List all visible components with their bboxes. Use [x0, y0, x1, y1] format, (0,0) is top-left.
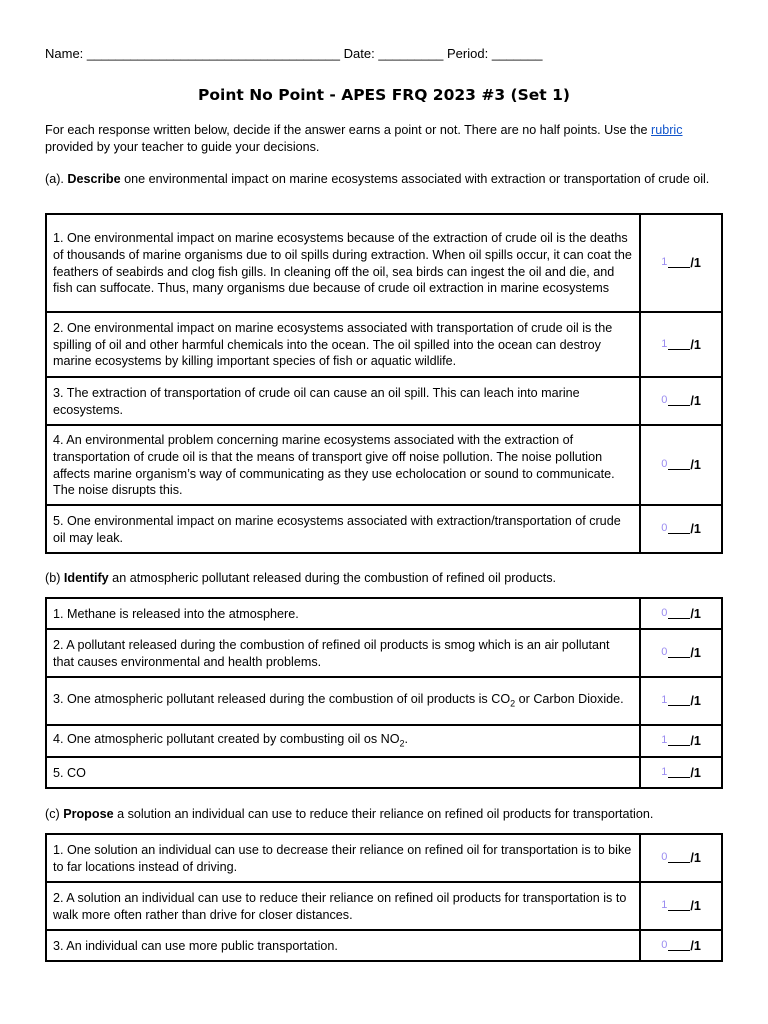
section-a-table	[45, 213, 723, 554]
score-mark: 0	[661, 606, 668, 619]
section-letter: (c)	[45, 807, 60, 821]
score-blank[interactable]	[668, 734, 690, 746]
period-field[interactable]: _______	[491, 46, 543, 61]
table-row	[46, 882, 722, 930]
score-blank[interactable]	[668, 939, 690, 951]
prompt-text: an atmospheric pollutant released during the combustion of refined oil products.	[108, 571, 557, 585]
score-blank[interactable]	[668, 458, 690, 470]
score-blank[interactable]	[668, 338, 690, 350]
response-text-part: .	[404, 732, 409, 746]
score-denominator: /1	[690, 765, 701, 780]
section-c-table	[45, 833, 723, 962]
task-verb: Identify	[63, 571, 109, 585]
instructions-text-end: provided by your teacher to guide your decisions.	[45, 140, 320, 154]
response-text-part: 3. One atmospheric pollutant released during the combustion of oil products is CO	[53, 691, 511, 706]
student-info-line	[45, 46, 542, 61]
section-c-prompt	[45, 806, 723, 823]
score-blank[interactable]	[668, 899, 690, 911]
score-mark: 1	[661, 256, 668, 269]
score-cell[interactable]	[640, 505, 722, 553]
section-letter: (a).	[45, 172, 64, 186]
response-text: 2. A solution an individual can use to reduce their reliance on refined oil products for transportation is to walk more often rather than drive for closer distances.	[46, 882, 640, 930]
score-cell[interactable]	[640, 312, 722, 377]
score-mark: 0	[661, 458, 668, 471]
prompt-text: one environmental impact on marine ecosystems associated with extraction or transportation of crude oil.	[120, 172, 710, 186]
response-text: 4. An environmental problem concerning marine ecosystems associated with the extraction of transportation of crude oil is that the means of transport give off noise pollution. The noise pollution affects marine organism’s way of communicating as they use echolocation or sound to communicate. The noise disrupts this.	[46, 425, 640, 505]
score-mark: 0	[661, 646, 668, 659]
date-field[interactable]: _________	[378, 46, 444, 61]
score-blank[interactable]	[668, 522, 690, 534]
table-row	[46, 725, 722, 757]
response-text: 1. One solution an individual can use to decrease their reliance on refined oil for transportation is to bike to far locations instead of driving.	[46, 834, 640, 882]
response-text: 5. CO	[46, 757, 640, 788]
task-verb: Propose	[63, 807, 114, 821]
response-text-part: 4. One atmospheric pollutant created by combusting oil os NO	[53, 732, 400, 746]
score-denominator: /1	[690, 899, 701, 914]
response-text	[46, 677, 640, 725]
score-cell[interactable]	[640, 598, 722, 629]
table-row	[46, 505, 722, 553]
score-cell[interactable]	[640, 629, 722, 677]
section-b-prompt	[45, 570, 723, 587]
score-denominator: /1	[690, 337, 701, 352]
score-cell[interactable]	[640, 930, 722, 961]
task-verb: Describe	[67, 172, 121, 186]
instructions	[45, 122, 723, 156]
score-mark: 1	[661, 694, 668, 707]
response-text: 2. A pollutant released during the combustion of refined oil products is smog which is an air pollutant that causes environmental and health problems.	[46, 629, 640, 677]
table-row	[46, 377, 722, 425]
section-a-prompt	[45, 171, 723, 188]
response-text: 3. The extraction of transportation of crude oil can cause an oil spill. This can leach into marine ecosystems.	[46, 377, 640, 425]
page-title: Point No Point - APES FRQ 2023 #3 (Set 1)	[198, 86, 570, 104]
score-denominator: /1	[690, 694, 701, 709]
response-text: 3. An individual can use more public transportation.	[46, 930, 640, 961]
response-text: 1. One environmental impact on marine ecosystems because of the extraction of crude oil is the deaths of thousands of marine organisms due to oil spills during extraction. When oil spills occur, it can coat the feathers of seabirds and clog fish gills. In cleaning off the oil, sea birds can ingest the oil and die, and fish can suffocate. Thus, many organisms due because of crude oil extraction in marine ecosystems	[46, 214, 640, 312]
score-denominator: /1	[690, 851, 701, 866]
score-cell[interactable]	[640, 377, 722, 425]
score-mark: 1	[661, 899, 668, 912]
score-mark: 1	[661, 337, 668, 350]
response-text: 2. One environmental impact on marine ecosystems associated with transportation of crude oil is the spilling of oil and other harmful chemicals into the ocean. The oil spilled into the ocean can destroy marine ecosystems by killing important species of fish or aquatic wildlife.	[46, 312, 640, 377]
score-denominator: /1	[690, 606, 701, 621]
response-text	[46, 725, 640, 757]
score-cell[interactable]	[640, 425, 722, 505]
response-text: 1. Methane is released into the atmosphere.	[46, 598, 640, 629]
table-row	[46, 312, 722, 377]
score-blank[interactable]	[668, 607, 690, 619]
subscript: 2	[399, 738, 405, 749]
score-denominator: /1	[690, 522, 701, 537]
section-letter: (b)	[45, 571, 61, 585]
instructions-text: For each response written below, decide if the answer earns a point or not. There are no half points. Use the	[45, 123, 652, 137]
table-row	[46, 214, 722, 312]
score-denominator: /1	[690, 394, 701, 409]
score-mark: 0	[661, 522, 668, 535]
response-text-part: or Carbon Dioxide.	[515, 691, 624, 706]
score-blank[interactable]	[668, 646, 690, 658]
score-cell[interactable]	[640, 757, 722, 788]
table-row	[46, 930, 722, 961]
score-denominator: /1	[690, 458, 701, 473]
score-cell[interactable]	[640, 214, 722, 312]
score-denominator: /1	[690, 256, 701, 271]
score-cell[interactable]	[640, 677, 722, 725]
score-cell[interactable]	[640, 725, 722, 757]
score-denominator: /1	[690, 646, 701, 661]
score-denominator: /1	[690, 734, 701, 749]
score-blank[interactable]	[668, 766, 690, 778]
score-blank[interactable]	[668, 394, 690, 406]
table-row	[46, 629, 722, 677]
score-denominator: /1	[690, 938, 701, 953]
score-cell[interactable]	[640, 882, 722, 930]
period-label: Period:	[447, 46, 489, 61]
prompt-text: a solution an individual can use to reduce their reliance on refined oil products for transportation.	[113, 807, 654, 821]
name-label: Name:	[45, 46, 84, 61]
score-blank[interactable]	[668, 851, 690, 863]
score-mark: 0	[661, 394, 668, 407]
score-mark: 1	[661, 765, 668, 778]
score-cell[interactable]	[640, 834, 722, 882]
table-row	[46, 834, 722, 882]
score-mark: 1	[661, 734, 668, 747]
rubric-link[interactable]: rubric	[651, 123, 683, 137]
response-text: 5. One environmental impact on marine ecosystems associated with extraction/transportation of crude oil may leak.	[46, 505, 640, 553]
name-field[interactable]: ___________________________________	[86, 46, 340, 61]
table-row	[46, 425, 722, 505]
section-b-table	[45, 597, 723, 789]
table-row	[46, 677, 722, 725]
score-blank[interactable]	[668, 256, 690, 268]
subscript: 2	[510, 698, 516, 709]
table-row	[46, 598, 722, 629]
date-label: Date:	[343, 46, 375, 61]
score-blank[interactable]	[668, 694, 690, 706]
table-row	[46, 757, 722, 788]
score-mark: 0	[661, 938, 668, 951]
score-mark: 0	[661, 851, 668, 864]
